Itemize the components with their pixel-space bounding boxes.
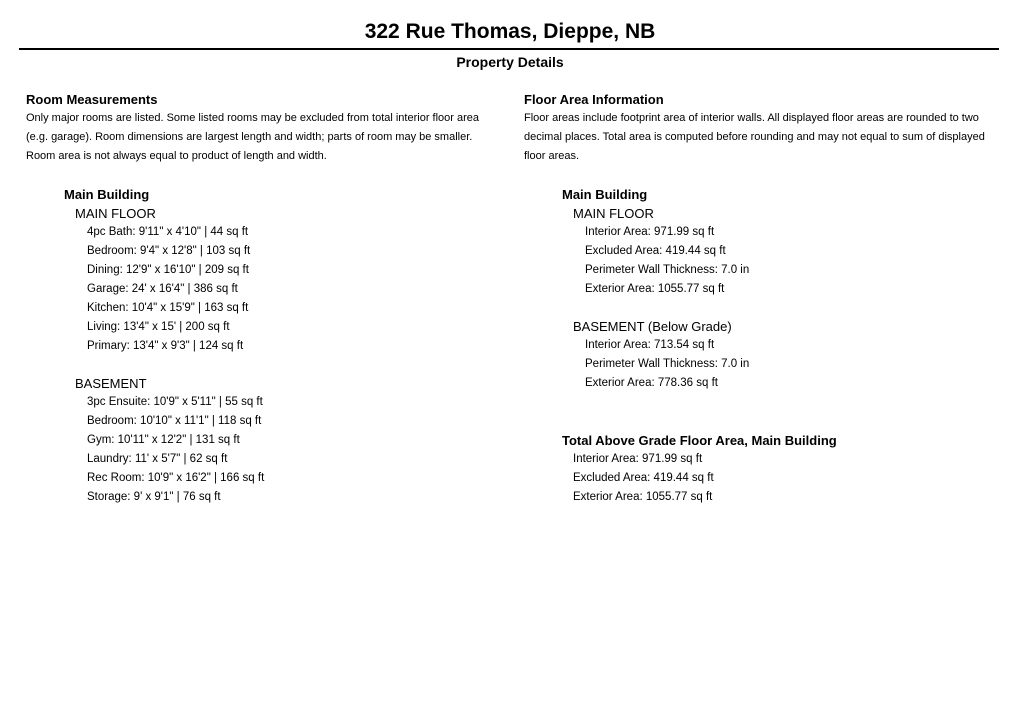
building-heading: Main Building [562,187,648,202]
description-line: floor areas. [524,150,580,162]
area-item: Perimeter Wall Thickness: 7.0 in [585,358,750,370]
area-item: Exterior Area: 1055.77 sq ft [585,283,725,295]
room-list [64,185,264,507]
description-line: decimal places. Total area is computed before rounding and may not equal to sum of displayed [524,131,985,143]
spacer [64,356,264,374]
room-measurements-section [26,92,506,166]
room-item: Bedroom: 10'10" x 11'1" | 118 sq ft [87,415,262,427]
room-measurements-title: Room Measurements [26,92,158,107]
level-heading-basement: BASEMENT (Below Grade) [573,319,732,334]
floor-area-title: Floor Area Information [524,92,664,107]
room-item: Laundry: 11' x 5'7" | 62 sq ft [87,453,228,465]
floor-area-list [562,185,749,393]
area-item: Excluded Area: 419.44 sq ft [585,245,726,257]
area-item: Perimeter Wall Thickness: 7.0 in [585,264,750,276]
room-item: Kitchen: 10'4" x 15'9" | 163 sq ft [87,302,249,314]
level-heading-main-floor: MAIN FLOOR [75,206,156,221]
building-heading: Main Building [64,187,150,202]
total-item: Excluded Area: 419.44 sq ft [573,472,714,484]
total-heading: Total Above Grade Floor Area, Main Building [562,433,837,448]
description-line: Only major rooms are listed. Some listed rooms may be excluded from total interior floor area [26,112,480,124]
description-line: Floor areas include footprint area of interior walls. All displayed floor areas are rounded to two [524,112,979,124]
total-item: Interior Area: 971.99 sq ft [573,453,703,465]
area-item: Exterior Area: 778.36 sq ft [585,377,718,389]
title-divider [19,48,999,50]
room-item: Garage: 24' x 16'4" | 386 sq ft [87,283,238,295]
level-heading-main-floor: MAIN FLOOR [573,206,654,221]
spacer [562,299,749,317]
room-item: Primary: 13'4" x 9'3" | 124 sq ft [87,340,244,352]
room-item: Rec Room: 10'9" x 16'2" | 166 sq ft [87,472,265,484]
page-subtitle: Property Details [456,54,564,70]
area-item: Interior Area: 713.54 sq ft [585,339,715,351]
room-item: Storage: 9' x 9'1" | 76 sq ft [87,491,221,503]
room-item: Bedroom: 9'4" x 12'8" | 103 sq ft [87,245,251,257]
total-floor-area [562,431,837,507]
room-item: 4pc Bath: 9'11" x 4'10" | 44 sq ft [87,226,249,238]
page-title: 322 Rue Thomas, Dieppe, NB [364,20,656,43]
room-item: Dining: 12'9" x 16'10" | 209 sq ft [87,264,249,276]
total-item: Exterior Area: 1055.77 sq ft [573,491,713,503]
room-item: 3pc Ensuite: 10'9" x 5'11" | 55 sq ft [87,396,263,408]
level-heading-basement: BASEMENT [75,376,147,391]
room-item: Living: 13'4" x 15' | 200 sq ft [87,321,230,333]
description-line: (e.g. garage). Room dimensions are largest length and width; parts of room may be smaller. [26,131,473,143]
room-measurements-description [26,109,506,166]
floor-area-section [524,92,1009,166]
description-line: Room area is not always equal to product of length and width. [26,150,327,162]
floor-area-description [524,109,1009,166]
area-item: Interior Area: 971.99 sq ft [585,226,715,238]
room-item: Gym: 10'11" x 12'2" | 131 sq ft [87,434,240,446]
